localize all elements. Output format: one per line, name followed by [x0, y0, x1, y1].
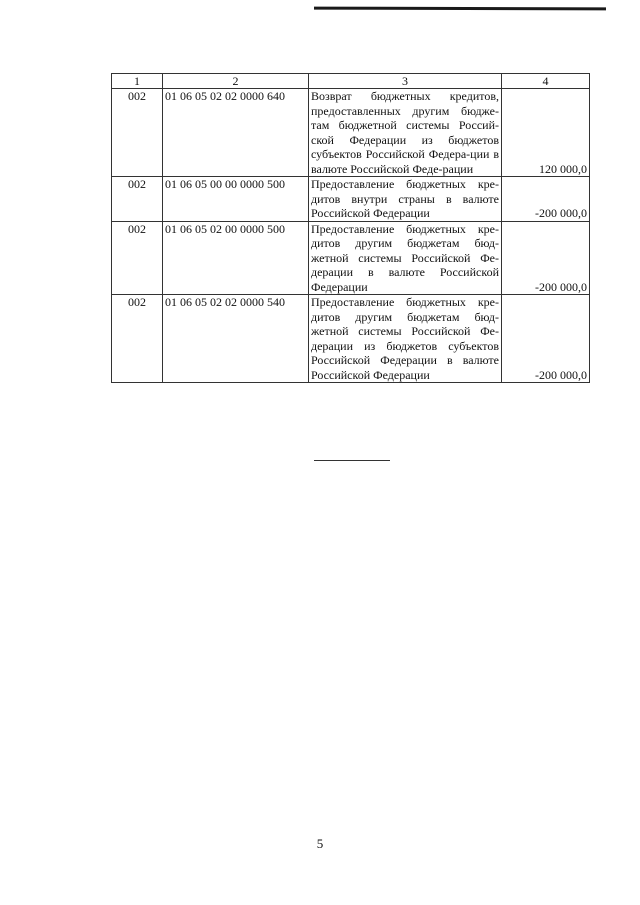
budget-table [111, 73, 590, 383]
row-description: Возврат бюджетных кредитов, предоставленных другим бюдже-там бюджетной системы Россий-ской Федерации из бюджетов субъектов Российской Федера-ции в валюте Российской Феде-рации [309, 89, 502, 177]
admin-code: 002 [112, 221, 163, 295]
row-amount: -200 000,0 [502, 295, 590, 383]
table-header-row [112, 74, 590, 89]
top-rule [314, 7, 606, 11]
table-row [112, 177, 590, 222]
row-amount: -200 000,0 [502, 177, 590, 222]
row-description: Предоставление бюджетных кре-дитов внутри страны в валюте Российской Федерации [309, 177, 502, 222]
column-header-4: 4 [502, 74, 590, 89]
classification-code: 01 06 05 00 00 0000 500 [163, 177, 309, 222]
row-amount: -200 000,0 [502, 221, 590, 295]
classification-code: 01 06 05 02 02 0000 640 [163, 89, 309, 177]
table-row [112, 295, 590, 383]
table-row [112, 89, 590, 177]
row-description: Предоставление бюджетных кре-дитов другим бюджетам бюд-жетной системы Российской Фе-дерации в валюте Российской Федерации [309, 221, 502, 295]
column-header-1: 1 [112, 74, 163, 89]
classification-code: 01 06 05 02 00 0000 500 [163, 221, 309, 295]
table-row [112, 221, 590, 295]
end-of-table-rule [314, 460, 390, 461]
row-description: Предоставление бюджетных кре-дитов другим бюджетам бюд-жетной системы Российской Фе-дерации из бюджетов субъектов Российской Федерации в валюте Российской Федерации [309, 295, 502, 383]
column-header-3: 3 [309, 74, 502, 89]
admin-code: 002 [112, 295, 163, 383]
page-number: 5 [316, 836, 324, 851]
classification-code: 01 06 05 02 02 0000 540 [163, 295, 309, 383]
column-header-2: 2 [163, 74, 309, 89]
admin-code: 002 [112, 177, 163, 222]
admin-code: 002 [112, 89, 163, 177]
row-amount: 120 000,0 [502, 89, 590, 177]
